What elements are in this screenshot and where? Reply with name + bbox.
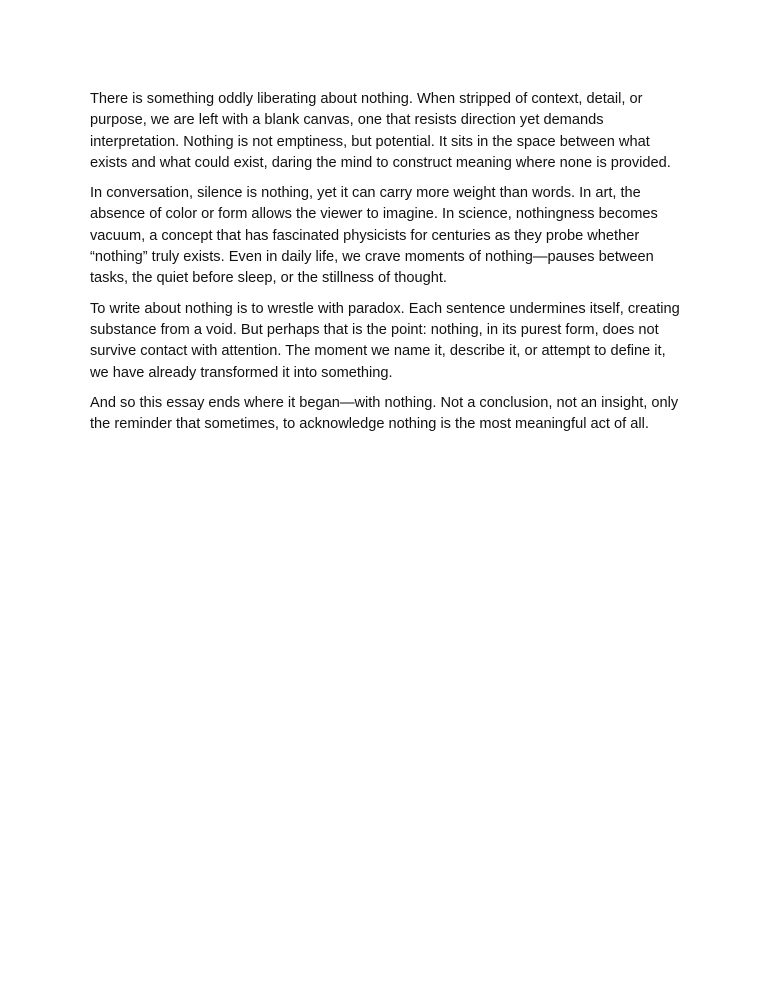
paragraph-1: There is something oddly liberating about nothing. When stripped of context, detail, or purpose, we are left with a blank canvas, one that resists direction yet demands interpretation. Nothing is not emptiness, but potential. It sits in the space between what exists and what could exist, daring the mind to construct meaning where none is provided. [90, 91, 671, 171]
document-body [90, 89, 680, 444]
paragraph-4: And so this essay ends where it began—with nothing. Not a conclusion, not an insight, only the reminder that sometimes, to acknowledge nothing is the most meaningful act of all. [90, 394, 679, 433]
paragraph-2: In conversation, silence is nothing, yet it can carry more weight than words. In art, the absence of color or form allows the viewer to imagine. In science, nothingness becomes vacuum, a concept that has fascinated physicists for centuries as they probe whether “nothing” truly exists. Even in daily life, we crave moments of nothing—pauses between tasks, the quiet before sleep, or the stillness of thought. [90, 185, 658, 287]
paragraph-3: To write about nothing is to wrestle with paradox. Each sentence undermines itself, creating substance from a void. But perhaps that is the point: nothing, in its purest form, does not survive contact with attention. The moment we name it, describe it, or attempt to define it, we have already transformed it into something. [90, 300, 680, 381]
